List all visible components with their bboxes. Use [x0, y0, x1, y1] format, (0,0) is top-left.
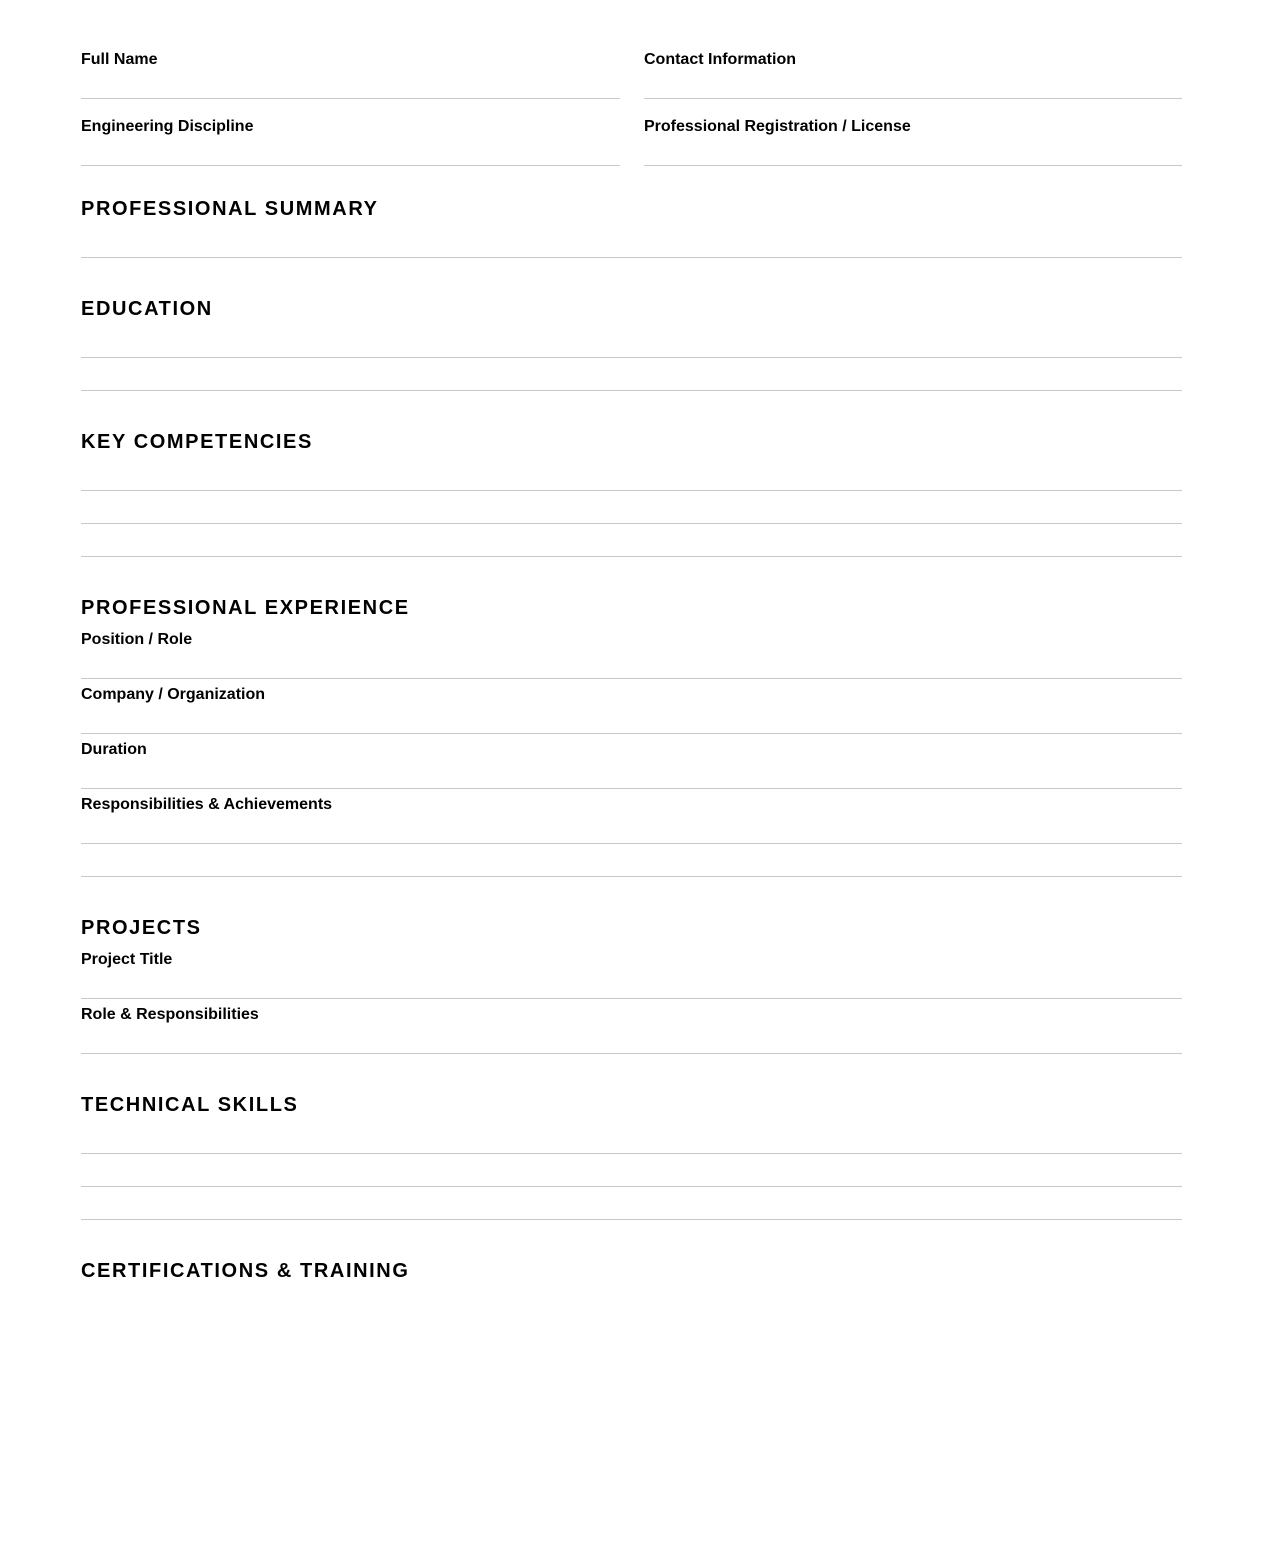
key-competencies-line-3[interactable]: [81, 556, 1182, 557]
professional-registration-label: Professional Registration / License: [644, 118, 911, 135]
contact-information-field[interactable]: [644, 98, 1182, 99]
project-title-field[interactable]: [81, 998, 1182, 999]
education-heading: EDUCATION: [81, 298, 213, 320]
role-responsibilities-field[interactable]: [81, 1053, 1182, 1054]
full-name-field[interactable]: [81, 98, 620, 99]
key-competencies-line-2[interactable]: [81, 523, 1182, 524]
company-organization-field[interactable]: [81, 733, 1182, 734]
technical-skills-line-1[interactable]: [81, 1153, 1182, 1154]
technical-skills-line-2[interactable]: [81, 1186, 1182, 1187]
responsibilities-achievements-label: Responsibilities & Achievements: [81, 796, 333, 813]
professional-summary-heading: PROFESSIONAL SUMMARY: [81, 198, 379, 220]
key-competencies-heading: KEY COMPETENCIES: [81, 431, 313, 453]
technical-skills-heading: TECHNICAL SKILLS: [81, 1094, 299, 1116]
company-organization-label: Company / Organization: [81, 686, 266, 703]
role-responsibilities-label: Role & Responsibilities: [81, 1006, 259, 1023]
full-name-label: Full Name: [81, 51, 158, 68]
key-competencies-line-1[interactable]: [81, 490, 1182, 491]
responsibilities-achievements-line-1[interactable]: [81, 843, 1182, 844]
position-role-label: Position / Role: [81, 631, 193, 648]
education-line-2[interactable]: [81, 390, 1182, 391]
contact-information-label: Contact Information: [644, 51, 796, 68]
engineering-discipline-field[interactable]: [81, 165, 620, 166]
project-title-label: Project Title: [81, 951, 173, 968]
professional-registration-field[interactable]: [644, 165, 1182, 166]
position-role-field[interactable]: [81, 678, 1182, 679]
duration-label: Duration: [81, 741, 147, 758]
technical-skills-line-3[interactable]: [81, 1219, 1182, 1220]
engineering-discipline-label: Engineering Discipline: [81, 118, 254, 135]
certifications-training-heading: CERTIFICATIONS & TRAINING: [81, 1260, 410, 1282]
duration-field[interactable]: [81, 788, 1182, 789]
education-line-1[interactable]: [81, 357, 1182, 358]
responsibilities-achievements-line-2[interactable]: [81, 876, 1182, 877]
professional-experience-heading: PROFESSIONAL EXPERIENCE: [81, 597, 410, 619]
professional-summary-line[interactable]: [81, 257, 1182, 258]
projects-heading: PROJECTS: [81, 917, 202, 939]
